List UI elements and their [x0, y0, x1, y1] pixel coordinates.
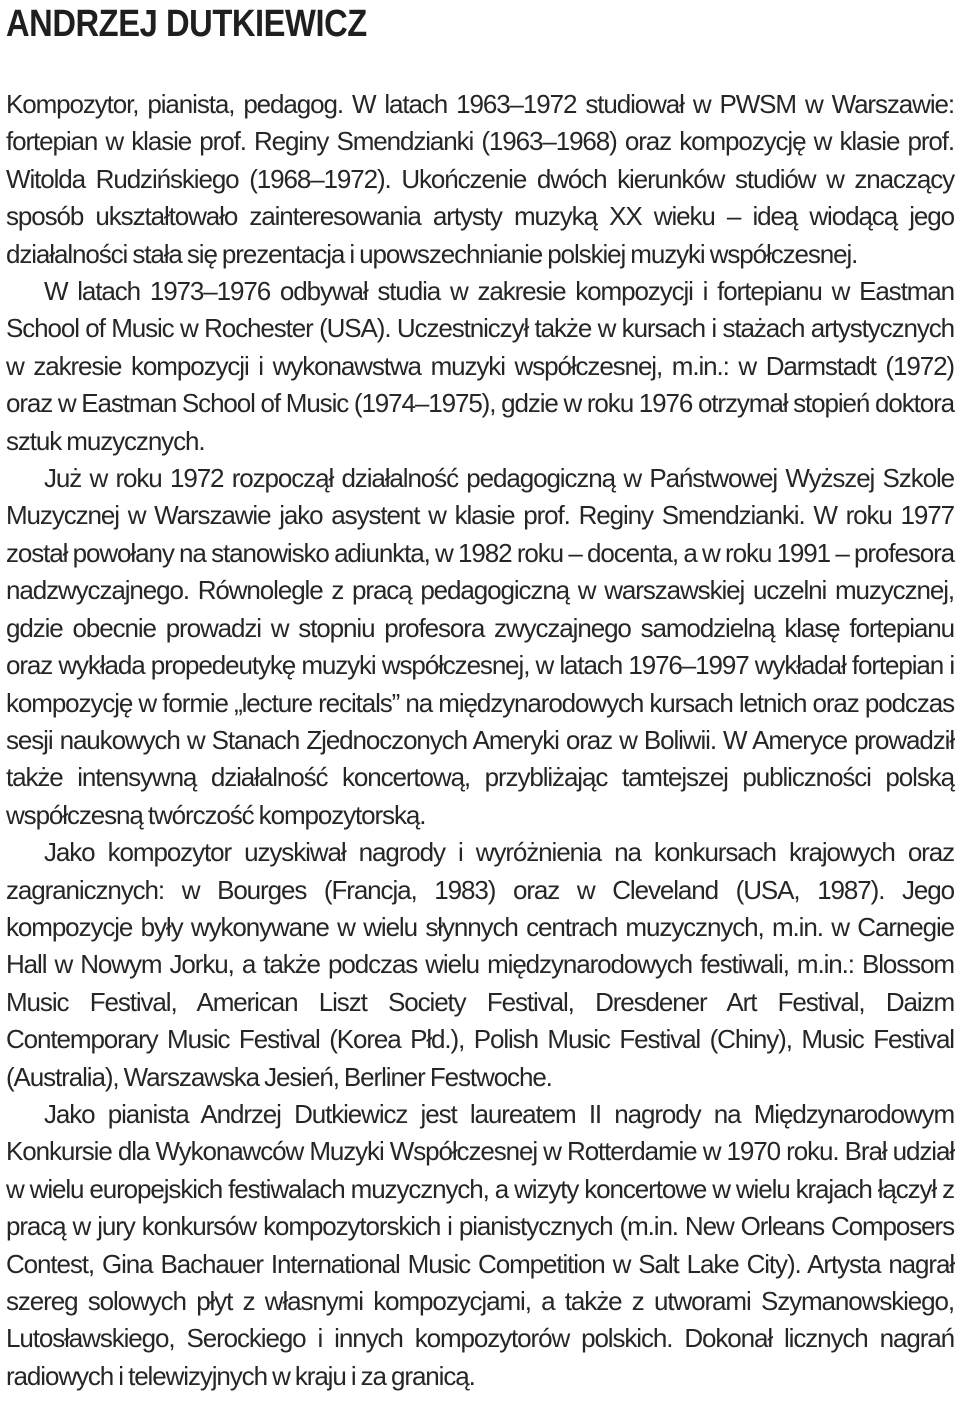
biography-text — [6, 86, 954, 1395]
document-page — [6, 0, 954, 1395]
biography-paragraph-3: Już w roku 1972 rozpoczął działalność pedagogiczną w Państwowej Wyższej Szkole Muzycznej w Warszawie jako asystent w klasie prof. Reginy Smendzianki. W roku 1977 został powołany na stanowisko adiunkta, w 1982 roku – docenta, a w roku 1991 – profesora nadzwyczajnego. Równolegle z pracą pedagogiczną w warszawskiej uczelni muzycznej, gdzie obecnie prowadzi w stopniu profesora zwyczajnego samodzielną klasę fortepianu oraz wykłada propedeutykę muzyki współczesnej, w latach 1976–1997 wykładał fortepian i kompozycję w formie „lecture recitals” na międzynarodowych kursach letnich oraz podczas sesji naukowych w Stanach Zjednoczonych Ameryki oraz w Boliwii. W Ameryce prowadził także intensywną działalność koncertową, przybliżając tamtejszej publiczności polską współczesną twórczość kompozytorską. — [6, 463, 954, 830]
biography-paragraph-2: W latach 1973–1976 odbywał studia w zakresie kompozycji i fortepianu w Eastman School of Music w Rochester (USA). Uczestniczył także w kursach i stażach artystycznych w zakresie kompozycji i wykonawstwa muzyki współczesnej, m.in.: w Darmstadt (1972) oraz w Eastman School of Music (1974–1975), gdzie w roku 1976 otrzymał stopień doktora sztuk muzycznych. — [6, 276, 954, 456]
biography-paragraph-4: Jako kompozytor uzyskiwał nagrody i wyróżnienia na konkursach krajowych oraz zagranicznych: w Bourges (Francja, 1983) oraz w Cleveland (USA, 1987). Jego kompozycje były wykonywane w wielu słynnych centrach muzycznych, m.in. w Carnegie Hall w Nowym Jorku, a także podczas wielu międzynarodowych festiwali, m.in.: Blossom Music Festival, American Liszt Society Festival, Dresdener Art Festival, Daizm Contemporary Music Festival (Korea Płd.), Polish Music Festival (Chiny), Music Festival (Australia), Warszawska Jesień, Berliner Festwoche. — [6, 837, 954, 1092]
page-title: ANDRZEJ DUTKIEWICZ — [6, 3, 367, 45]
biography-paragraph-5: Jako pianista Andrzej Dutkiewicz jest laureatem II nagrody na Międzynarodowym Konkursie dla Wykonawców Muzyki Współczesnej w Rotterdamie w 1970 roku. Brał udział w wielu europejskich festiwalach muzycznych, a wizyty koncertowe w wielu krajach łączył z pracą w jury konkursów kompozytorskich i pianistycznych (m.in. New Orleans Composers Contest, Gina Bachauer International Music Competition w Salt Lake City). Artysta nagrał szereg solowych płyt z własnymi kompozycjami, a także z utworami Szymanowskiego, Lutosławskiego, Serockiego i innych kompozytorów polskich. Dokonał licznych nagrań radiowych i telewizyjnych w kraju i za granicą. — [6, 1098, 954, 1391]
biography-paragraph-1: Kompozytor, pianista, pedagog. W latach 1963–1972 studiował w PWSM w Warszawie: fortepian w klasie prof. Reginy Smendzianki (1963–1968) oraz kompozycję w klasie prof. Witolda Rudzińskiego (1968–1972). Ukończenie dwóch kierunków studiów w znaczący sposób ukształtowało zainteresowania artysty muzyką XX wieku – ideą wiodącą jego działalności stała się prezentacja i upowszechnianie polskiej muzyki współczesnej. — [6, 89, 954, 269]
